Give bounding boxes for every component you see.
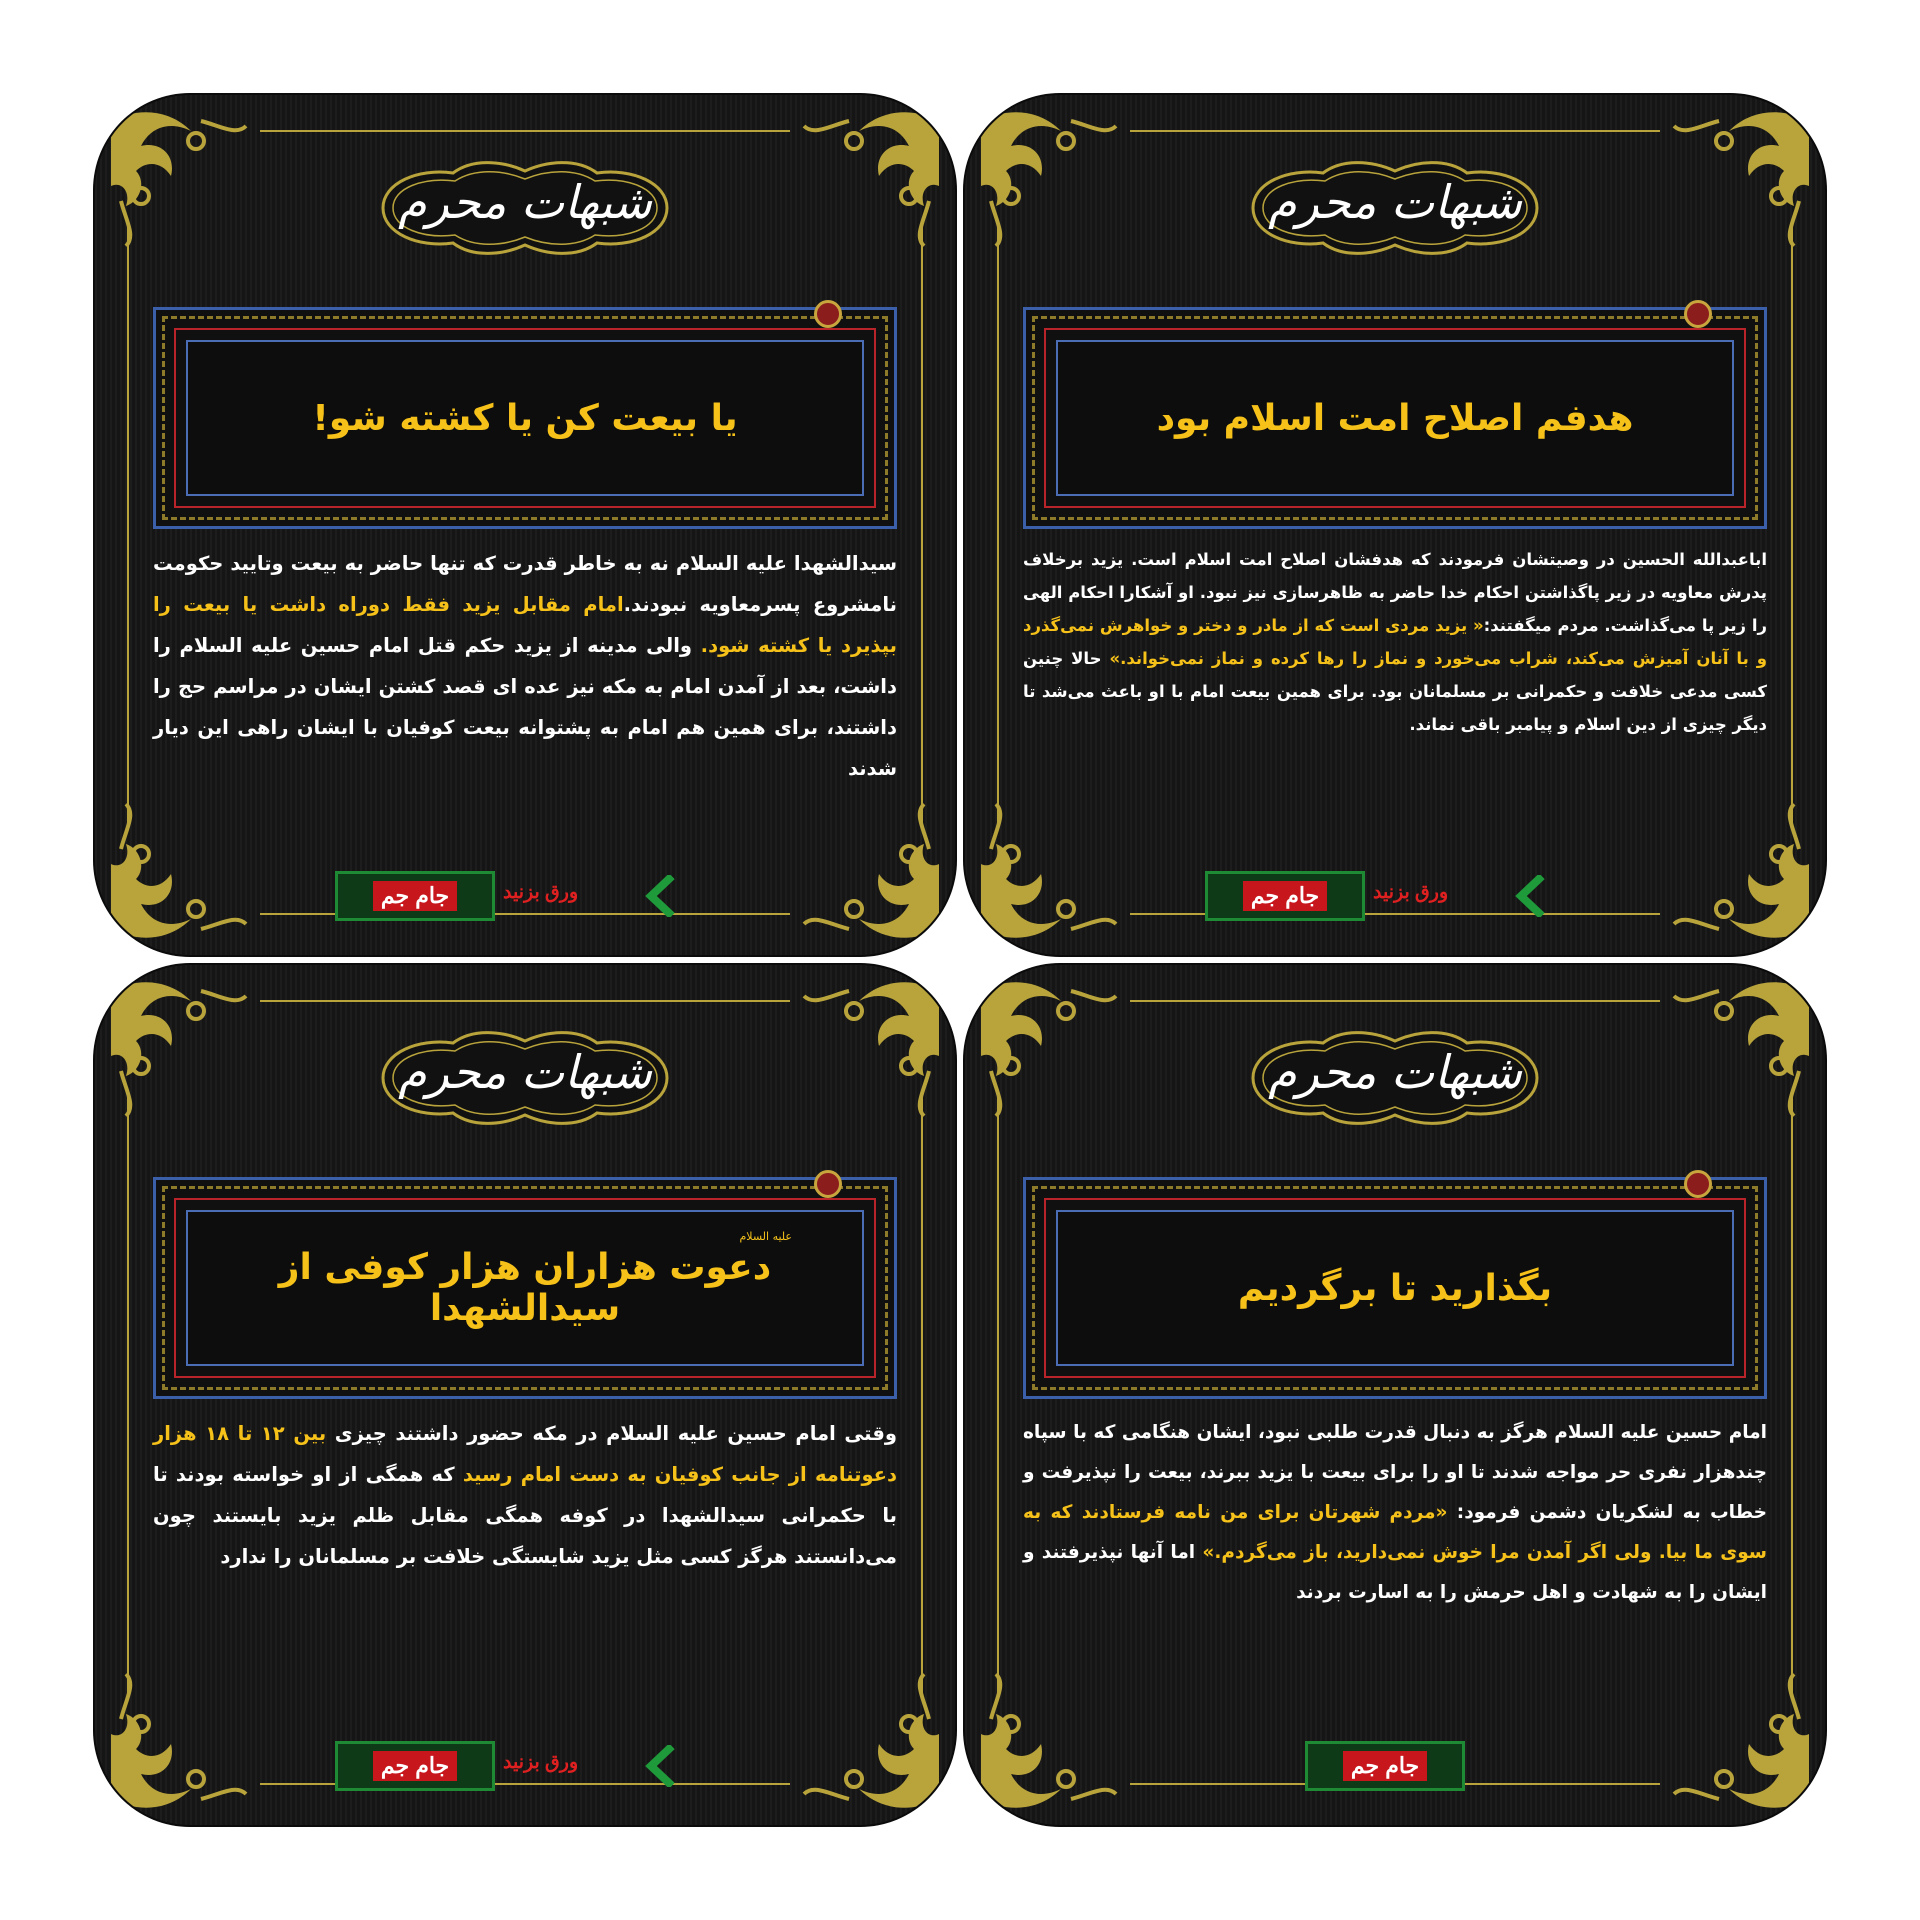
gold-border-top <box>260 1000 790 1002</box>
flip-page-label[interactable]: ورق بزنید <box>503 882 579 903</box>
corner-ornament-icon <box>1669 1669 1819 1819</box>
title-superscript: علیه السلام <box>739 1230 792 1243</box>
corner-ornament-icon <box>1669 799 1819 949</box>
series-logo <box>363 153 687 263</box>
corner-ornament-icon <box>1669 971 1819 1121</box>
body-text-highlight: امام مقابل یزید فقط دوراه داشت یا بیعت را بپذیرد یا کشته شود. <box>153 593 897 657</box>
corner-ornament-icon <box>971 1669 1121 1819</box>
title-frame-inner <box>1056 1210 1734 1366</box>
corner-ornament-icon <box>101 971 251 1121</box>
emblem-icon <box>1684 1170 1712 1198</box>
body-text-after: والی مدینه از یزید حکم قتل امام حسین علیه السلام را داشت، بعد از آمدن امام به مکه نیز عده ای قصد کشتن ایشان در مراسم حج را داشتند، برای همین هم امام به پشتوانه بیعت کوفیان با ایشان راهی این دیار شدند <box>153 634 897 780</box>
corner-ornament-icon <box>799 1669 949 1819</box>
card-2 <box>965 95 1825 955</box>
gold-border-left <box>127 225 129 825</box>
flip-page-label[interactable]: ورق بزنید <box>1373 882 1449 903</box>
card-title: یا بیعت کن یا کشته شو! <box>312 397 738 439</box>
brand-logo-text: جام جم <box>373 1751 457 1781</box>
brand-logo <box>1305 1741 1465 1791</box>
title-frame <box>1023 307 1767 529</box>
gold-border-left <box>997 1095 999 1695</box>
logo-text: شبهات محرم <box>398 175 652 229</box>
card-1 <box>95 95 955 955</box>
card-footer <box>1305 1737 1665 1795</box>
corner-ornament-icon <box>101 101 251 251</box>
gold-border-top <box>1130 1000 1660 1002</box>
corner-ornament-icon <box>799 799 949 949</box>
card-body <box>153 543 897 789</box>
logo-text: شبهات محرم <box>1268 1045 1522 1099</box>
chevron-left-icon[interactable] <box>641 875 681 917</box>
emblem-icon <box>814 300 842 328</box>
card-3 <box>95 965 955 1825</box>
card-body <box>1023 1413 1767 1613</box>
brand-logo <box>335 871 495 921</box>
body-text-after: اما آنها نپذیرفتند و ایشان را به شهادت و اهل حرمش را به اسارت بردند <box>1023 1542 1767 1603</box>
brand-logo-text: جام جم <box>1343 1751 1427 1781</box>
corner-ornament-icon <box>799 971 949 1121</box>
gold-border-top <box>260 130 790 132</box>
body-text-before: اباعبدالله الحسین در وصیتشان فرمودند که هدفشان اصلاح امت اسلام است. یزید برخلاف پدرش معاویه در زیر پاگذاشتن احکام خدا حاضر به ظاهرسازی نیز نبود. او آشکارا احکام الهی را زیر پا می‌گذاشت. مردم میگفتند: <box>1023 550 1767 635</box>
body-text-before: سیدالشهدا علیه السلام نه به خاطر قدرت که تنها حاضر به بیعت وتایید حکومت نامشروع پسرمعاویه نبودند. <box>153 552 897 616</box>
corner-ornament-icon <box>971 799 1121 949</box>
body-text-highlight: بین ۱۲ تا ۱۸ هزار دعوتنامه از جانب کوفیان به دست امام رسید <box>153 1422 897 1486</box>
gold-border-top <box>1130 130 1660 132</box>
body-text-after: که همگی از او خواسته بودند تا با حکمرانی سیدالشهدا در کوفه همگی مقابل ظلم یزید بایستند چون می‌دانستند هرگز کسی مثل یزید شایستگی خلافت بر مسلمانان را ندارد <box>153 1463 897 1568</box>
gold-border-left <box>997 225 999 825</box>
body-text-before: وقتی امام حسین علیه السلام در مکه حضور داشتند چیزی <box>326 1422 897 1445</box>
card-title: هدفم اصلاح امت اسلام بود <box>1156 397 1634 439</box>
corner-ornament-icon <box>799 101 949 251</box>
title-frame <box>153 1177 897 1399</box>
chevron-left-icon[interactable] <box>1511 875 1551 917</box>
corner-ornament-icon <box>101 1669 251 1819</box>
title-frame-inner <box>186 340 864 496</box>
brand-logo <box>335 1741 495 1791</box>
gold-border-left <box>127 1095 129 1695</box>
card-footer <box>335 867 695 925</box>
gold-border-right <box>921 225 923 825</box>
logo-text: شبهات محرم <box>398 1045 652 1099</box>
card-title: دعوت هزاران هزار کوفی از سیدالشهدا <box>278 1247 772 1329</box>
brand-logo-text: جام جم <box>373 881 457 911</box>
corner-ornament-icon <box>1669 101 1819 251</box>
chevron-left-icon[interactable] <box>641 1745 681 1787</box>
emblem-icon <box>1684 300 1712 328</box>
title-frame <box>153 307 897 529</box>
card-title: بگذارید تا برگردیم <box>1237 1267 1553 1309</box>
logo-text: شبهات محرم <box>1268 175 1522 229</box>
emblem-icon <box>814 1170 842 1198</box>
body-text-after: حالا چنین کسی مدعی خلافت و حکمرانی بر مسلمانان بود. برای همین بیعت امام با او باعث می‌شد تا دیگر چیزی از دین اسلام و پیامبر باقی نماند. <box>1023 649 1767 734</box>
title-frame-inner <box>1056 340 1734 496</box>
card-footer <box>1205 867 1565 925</box>
series-logo <box>363 1023 687 1133</box>
body-text-before: امام حسین علیه السلام هرگز به دنبال قدرت طلبی نبود، ایشان هنگامی که با سپاه چندهزار نفری حر مواجه شدند تا او را برای بیعت با یزید ببرند، بیعت را نپذیرفت و خطاب به لشکریان دشمن فرمود: <box>1023 1422 1767 1523</box>
title-frame <box>1023 1177 1767 1399</box>
title-frame-inner <box>186 1210 864 1366</box>
card-footer <box>335 1737 695 1795</box>
card-body <box>1023 543 1767 741</box>
brand-logo <box>1205 871 1365 921</box>
gold-border-right <box>1791 225 1793 825</box>
gold-border-right <box>921 1095 923 1695</box>
series-logo <box>1233 1023 1557 1133</box>
card-body <box>153 1413 897 1577</box>
body-text-highlight: « یزید مردی است که از مادر و دختر و خواهرش نمی‌گذرد و با آنان آمیزش می‌کند، شراب می‌خورد و نماز را رها کرده و نماز نمی‌خواند.» <box>1023 616 1768 668</box>
flip-page-label[interactable]: ورق بزنید <box>503 1752 579 1773</box>
gold-border-right <box>1791 1095 1793 1695</box>
body-text-highlight: «مردم شهرتان برای من نامه فرستادند که به سوی ما بیا. ولی اگر آمدن مرا خوش نمی‌دارید، باز می‌گردم.» <box>1023 1502 1767 1563</box>
brand-logo-text: جام جم <box>1243 881 1327 911</box>
corner-ornament-icon <box>101 799 251 949</box>
card-4 <box>965 965 1825 1825</box>
corner-ornament-icon <box>971 971 1121 1121</box>
corner-ornament-icon <box>971 101 1121 251</box>
series-logo <box>1233 153 1557 263</box>
